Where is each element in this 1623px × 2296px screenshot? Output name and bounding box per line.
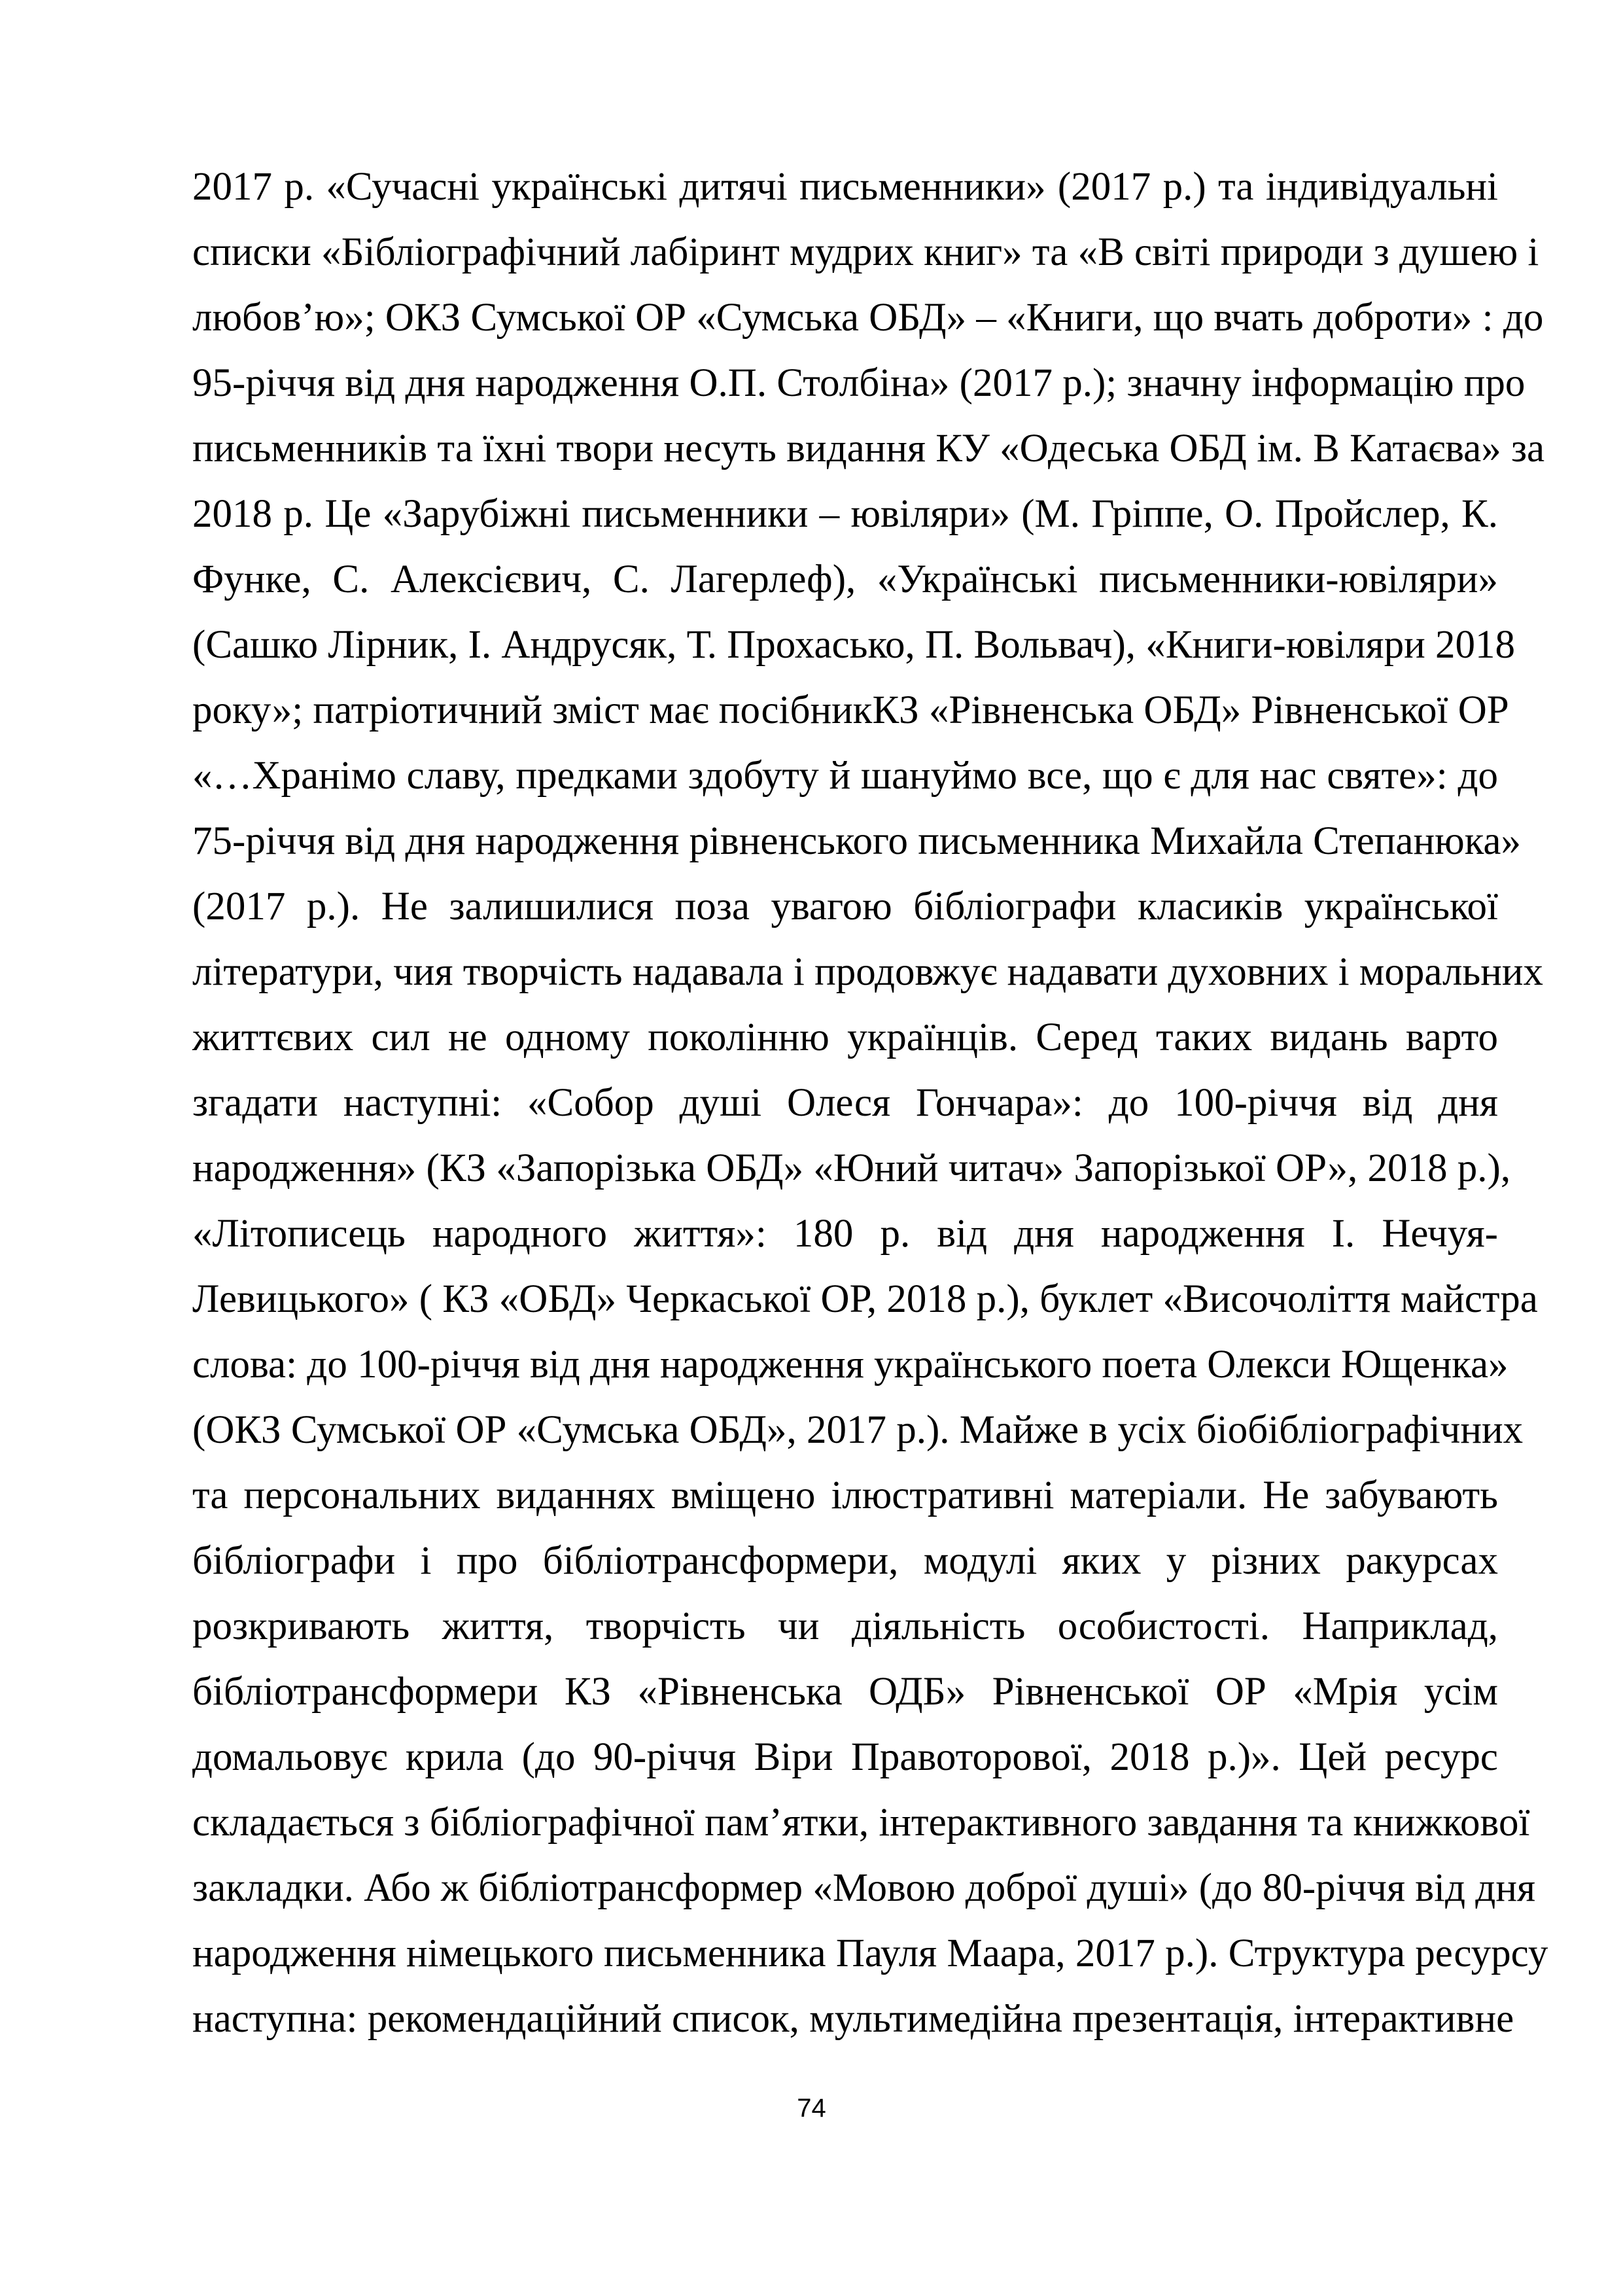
text-line: складається з бібліографічної пам’ятки, інтерактивного завдання та книжкової: [192, 1801, 1530, 1845]
text-line: 95-річчя від дня народження О.П. Столбіна» (2017 р.); значну інформацію про: [192, 361, 1526, 405]
text-line: домальовує крила (до 90-річчя Віри Правоторової, 2018 р.)». Цей ресурс: [192, 1735, 1498, 1779]
text-line: згадати наступні: «Собор душі Олеся Гончара»: до 100-річчя від дня: [192, 1081, 1498, 1125]
text-line: «Літописець народного життя»: 180 р. від дня народження І. Нечуя-: [192, 1212, 1498, 1256]
text-line: «…Хранімо славу, предками здобуту й шануймо все, що є для нас святе»: до: [192, 754, 1498, 798]
text-line: та персональних виданнях вміщено ілюстративні матеріали. Не забувають: [192, 1474, 1498, 1517]
text-line: (Сашко Лірник, І. Андрусяк, Т. Прохасько, П. Вольвач), «Книги-ювіляри 2018: [192, 623, 1515, 667]
text-line: бібліографи і про бібліотрансформери, модулі яких у різних ракурсах: [192, 1539, 1498, 1583]
text-line: розкривають життя, творчість чи діяльність особистості. Наприклад,: [192, 1604, 1498, 1648]
text-line: (2017 р.). Не залишилися поза увагою бібліографи класиків української: [192, 885, 1498, 928]
body-paragraph: [192, 154, 1548, 2052]
text-line: 75-річчя від дня народження рівненського письменника Михайла Степанюка»: [192, 819, 1521, 863]
text-line: народження німецького письменника Пауля Маара, 2017 р.). Структура ресурсу: [192, 1932, 1548, 1975]
text-line: Левицького» ( КЗ «ОБД» Черкаської ОР, 2018 р.), буклет «Височоліття майстра: [192, 1277, 1538, 1321]
text-line: наступна: рекомендаційний список, мультимедійна презентація, інтерактивне: [192, 1997, 1514, 2041]
text-line: письменників та їхні твори несуть видання КУ «Одеська ОБД ім. В Катаєва» за: [192, 427, 1545, 470]
text-line: Функе, С. Алексієвич, С. Лагерлеф), «Українські письменники-ювіляри»: [192, 557, 1498, 601]
text-line: літератури, чия творчість надавала і продовжує надавати духовних і моральних: [192, 950, 1544, 994]
text-line: року»; патріотичний зміст має посібникКЗ «Рівненська ОБД» Рівненської ОР: [192, 688, 1509, 732]
text-line: життєвих сил не одному поколінню українців. Серед таких видань варто: [192, 1016, 1498, 1059]
text-line: народження» (КЗ «Запорізька ОБД» «Юний читач» Запорізької ОР», 2018 р.),: [192, 1146, 1511, 1190]
text-line: списки «Бібліографічний лабіринт мудрих книг» та «В світі природи з душею і: [192, 230, 1539, 274]
text-line: (ОКЗ Сумської ОР «Сумська ОБД», 2017 р.). Майже в усіх біобібліографічних: [192, 1408, 1524, 1452]
page-number: 74: [797, 2094, 826, 2123]
text-line: закладки. Або ж бібліотрансформер «Мовою доброї душі» (до 80-річчя від дня: [192, 1866, 1536, 1910]
text-line: 2018 р. Це «Зарубіжні письменники – ювіляри» (М. Гріппе, О. Пройслер, К.: [192, 492, 1498, 536]
text-line: слова: до 100-річчя від дня народження українського поета Олекси Ющенка»: [192, 1343, 1509, 1386]
text-line: любов’ю»; ОКЗ Сумської ОР «Сумська ОБД» – «Книги, що вчать доброти» : до: [192, 296, 1544, 340]
text-line: бібліотрансформери КЗ «Рівненська ОДБ» Рівненської ОР «Мрія усім: [192, 1670, 1498, 1714]
text-line: 2017 р. «Сучасні українські дитячі письменники» (2017 р.) та індивідуальні: [192, 165, 1498, 209]
